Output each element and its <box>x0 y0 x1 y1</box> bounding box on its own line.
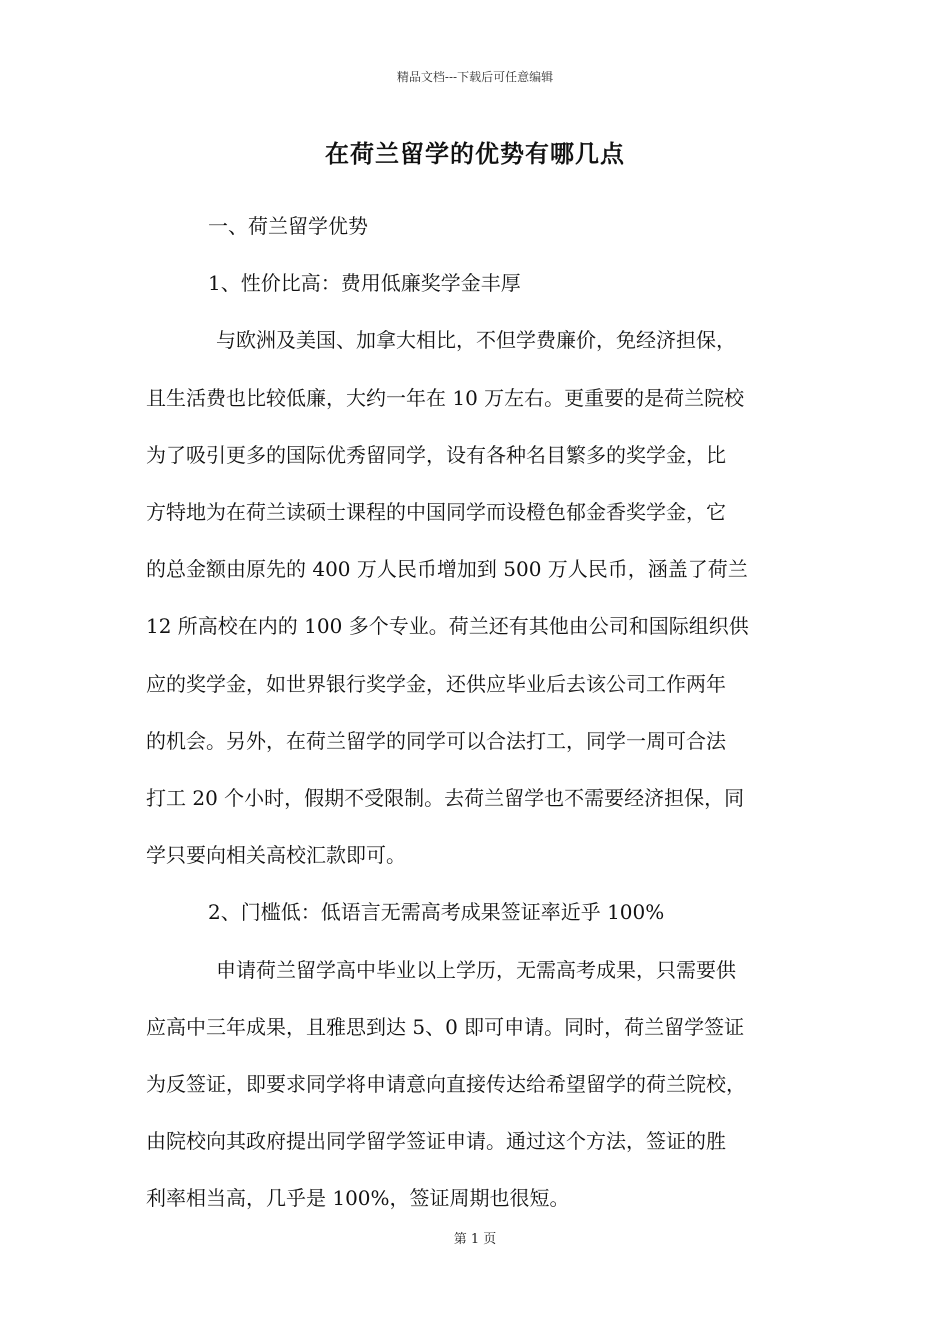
page-header: 精品文档---下载后可任意编辑 <box>396 70 554 84</box>
document-title: 在荷兰留学的优势有哪几点 <box>325 139 625 168</box>
body-paragraph: 申请荷兰留学高中毕业以上学历，无需高考成果，只需要供 应高中三年成果，且雅思到达 5、0 即可申请。同时，荷兰留学签证 为反签证，即要求同学将申请意向直接传达给希望留学的荷兰院校， 由院校向其政府提出同学留学签证申请。通过这个方法，签证的胜 利率相当高，几乎是 100%，签证周期也很短。 <box>146 957 746 1211</box>
section-heading: 一、荷兰留学优势 <box>208 214 368 238</box>
body-paragraph: 与欧洲及美国、加拿大相比，不但学费廉价，免经济担保， 且生活费也比较低廉，大约一年在 10 万左右。更重要的是荷兰院校 为了吸引更多的国际优秀留同学，设有各种名目繁多的奖学金，比 方特地为在荷兰读硕士课程的中国同学而设橙色郁金香奖学金，它 的总金额由原先的 400 万人民币增加到 500 万人民币，涵盖了荷兰 12 所高校在内的 100 多个专业。荷兰还有其他由公司和国际组织供 应的奖学金，如世界银行奖学金，还供应毕业后去该公司工作两年 的机会。另外，在荷兰留学的同学可以合法打工，同学一周可合法 打工 20 个小时，假期不受限制。去荷兰留学也不需要经济担保，同 学只要向相关高校汇款即可。 <box>146 328 749 868</box>
document-body <box>146 198 816 1228</box>
subsection-heading: 1、性价比高：费用低廉奖学金丰厚 <box>208 271 521 296</box>
page-number: 第 1 页 <box>453 1232 497 1247</box>
subsection-heading: 2、门槛低：低语言无需高考成果签证率近乎 100% <box>208 900 665 925</box>
